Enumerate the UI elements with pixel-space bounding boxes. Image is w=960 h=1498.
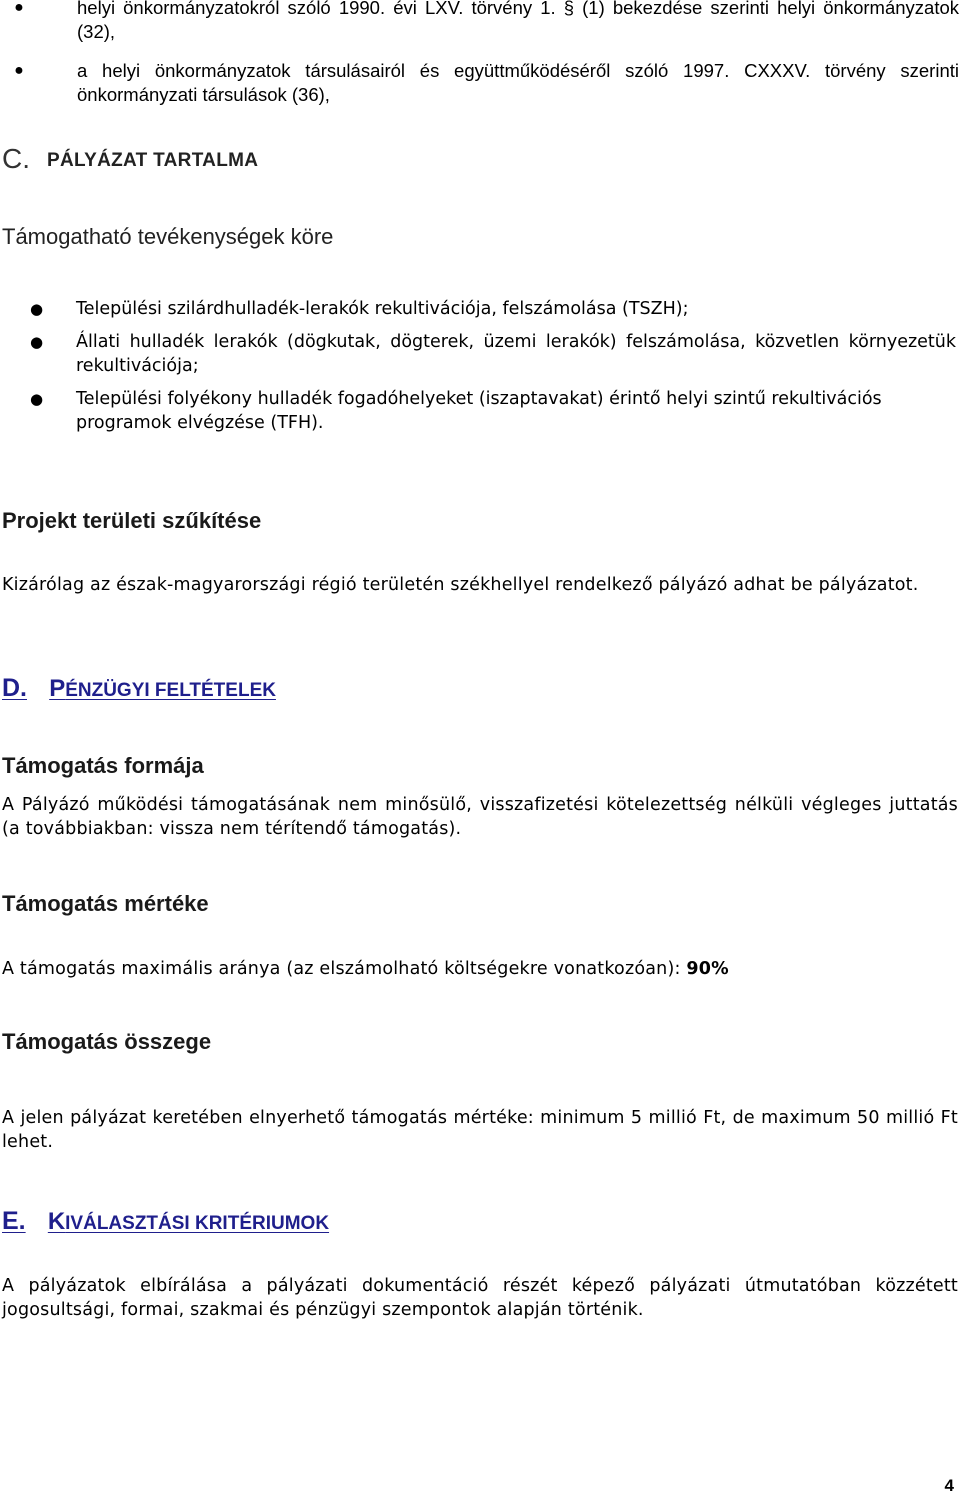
support-form-text <box>2 793 958 841</box>
support-form-heading: Támogatás formája <box>2 753 204 778</box>
supported-activities-heading: Támogatható tevékenységek köre <box>2 224 334 249</box>
support-amount-paragraph: A jelen pályázat keretében elnyerhető támogatás mértéke: minimum 5 millió Ft, de maximum 50 millió Ft lehet. <box>2 1108 958 1152</box>
bullet-icon: ● <box>14 0 24 16</box>
list-item-text: helyi önkormányzatokról szóló 1990. évi LXV. törvény 1. § (1) bekezdése szerinti helyi önkormányzatok (32), <box>77 0 959 42</box>
section-e-title-rest: IVÁLASZTÁSI KRITÉRIUMOK <box>65 1213 330 1234</box>
support-rate-heading: Támogatás mértéke <box>2 891 209 916</box>
bullet-icon: ● <box>14 62 24 79</box>
section-e-title-first: K <box>47 1208 66 1235</box>
section-d-heading <box>2 674 276 703</box>
section-d-title-first: P <box>49 675 66 702</box>
section-d-letter: D. <box>2 674 27 702</box>
support-form-paragraph: A Pályázó működési támogatásának nem minősülő, visszafizetési kötelezettség nélküli végleges juttatás (a továbbiakban: vissza nem térítendő támogatás). <box>2 795 958 839</box>
support-amount-text <box>2 1106 958 1154</box>
support-rate-label: A támogatás maximális aránya (az elszámolható költségekre vonatkozóan): <box>2 959 687 979</box>
section-c-title: PÁLYÁZAT TARTALMA <box>47 150 259 171</box>
territorial-heading: Projekt területi szűkítése <box>2 508 262 533</box>
page-number: 4 <box>944 1476 954 1495</box>
section-d-title-rest: ÉNZÜGYI FELTÉTELEK <box>65 680 276 701</box>
territorial-paragraph: Kizárólag az észak-magyarországi régió területén székhellyel rendelkező pályázó adhat be pályázatot. <box>2 575 919 595</box>
activity-text: Állati hulladék lerakók (dögkutak, dögterek, üzemi lerakók) felszámolása, közvetlen környezetük rekultivációja; <box>76 332 956 376</box>
section-e-heading <box>2 1207 329 1236</box>
selection-criteria-paragraph: A pályázatok elbírálása a pályázati dokumentáció részét képező pályázati útmutatóban közzétett jogosultsági, formai, szakmai és pénzügyi szempontok alapján történik. <box>2 1276 958 1320</box>
bullet-icon: ● <box>30 333 44 351</box>
bullet-icon: ● <box>30 300 44 318</box>
list-item-text: a helyi önkormányzatok társulásairól és együttműködéséről szóló 1997. CXXXV. törvény szerinti önkormányzati társulások (36), <box>77 60 959 105</box>
section-c-letter: C. <box>2 143 30 174</box>
selection-criteria-text <box>2 1274 958 1322</box>
support-rate-value: 90% <box>686 959 729 979</box>
support-amount-heading: Támogatás összege <box>2 1029 212 1054</box>
bullet-icon: ● <box>30 390 44 408</box>
section-e-letter: E. <box>2 1207 26 1235</box>
territorial-text <box>2 573 958 597</box>
activity-text: Települési szilárdhulladék-lerakók rekultivációja, felszámolása (TSZH); <box>76 299 689 319</box>
activity-text: Települési folyékony hulladék fogadóhelyeket (iszaptavakat) érintő helyi szintű rekultivációs programok elvégzése (TFH). <box>76 389 882 433</box>
support-rate-text <box>2 957 958 981</box>
